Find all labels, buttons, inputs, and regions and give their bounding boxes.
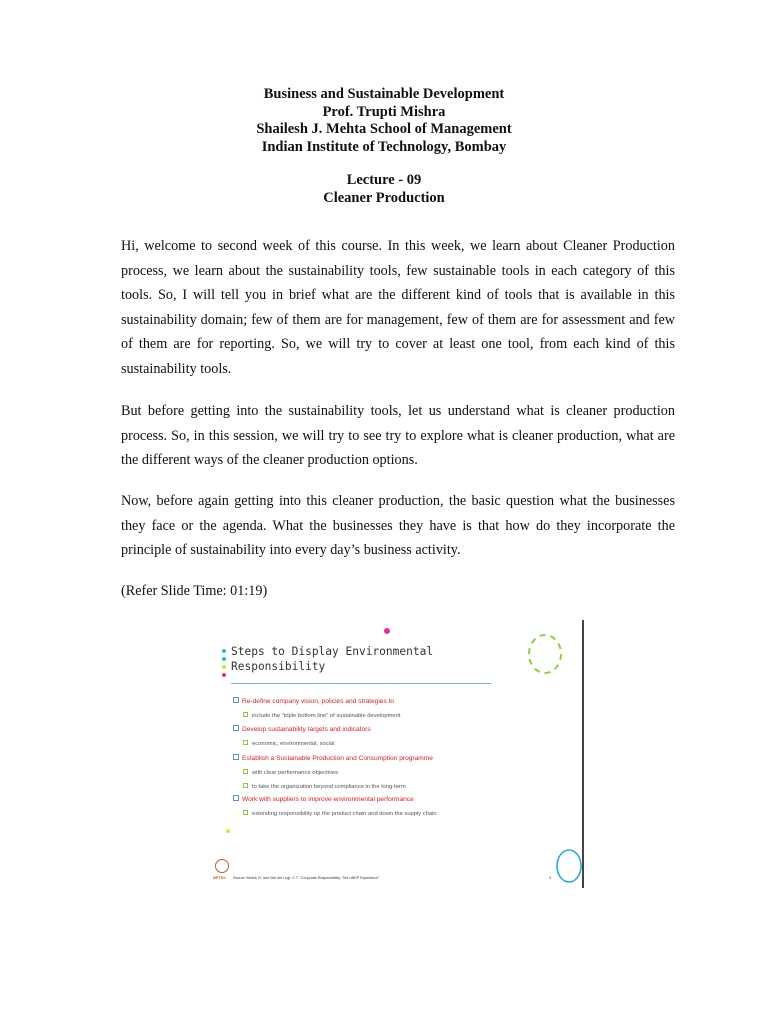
- slide-bullet-text: Develop sustainability targets and indicators: [242, 726, 371, 733]
- sub-bullet-box-icon: [243, 740, 248, 745]
- slide-bullet: [233, 755, 433, 763]
- school-name: Shailesh J. Mehta School of Management: [256, 121, 512, 137]
- slide-source-citation: Source: Bettoli, R. and Van der Lugt, C.T. "Corporate Responsibility: The UNEP Experience": [233, 876, 380, 880]
- slide-sub-bullet-text: to take the organization beyond compliance in the long-term: [252, 784, 406, 791]
- bullet-box-icon: [233, 795, 239, 801]
- bullet-box-icon: [233, 697, 239, 703]
- slide-sub-bullet: [243, 713, 400, 720]
- slide-title: [231, 644, 481, 674]
- slide-sub-bullet: [243, 811, 437, 818]
- decorative-dot-magenta: [222, 673, 226, 677]
- lecture-title: Cleaner Production: [323, 189, 445, 206]
- slide-sub-bullet-text: with clear performance objectives: [252, 770, 339, 777]
- nptel-logo-icon: [215, 859, 229, 873]
- slide-title-line: Responsibility: [231, 660, 326, 673]
- lecture-heading: [0, 172, 768, 207]
- bullet-box-icon: [233, 754, 239, 760]
- document-header: [0, 86, 768, 156]
- sub-bullet-box-icon: [243, 783, 248, 788]
- slide-sub-bullet-text: extending responsibility up the product chain and down the supply chain: [252, 811, 437, 818]
- decorative-dot-cyan: [222, 657, 226, 661]
- slide-title-line: Steps to Display Environmental: [231, 645, 434, 658]
- professor-name: Prof. Trupti Mishra: [322, 103, 446, 120]
- bullet-box-icon: [233, 725, 239, 731]
- institute-name: Indian Institute of Technology, Bombay: [261, 138, 507, 155]
- sub-bullet-box-icon: [243, 769, 248, 774]
- decorative-circle-icon: [555, 848, 583, 884]
- slide-sub-bullet-text: include the "triple bottom line" of sustainable development: [252, 713, 401, 720]
- lecture-number: Lecture - 09: [346, 172, 422, 188]
- logo-text: NPTEL: [213, 875, 227, 880]
- sub-bullet-box-icon: [243, 810, 248, 815]
- body-paragraph: Hi, welcome to second week of this course. In this week, we learn about Cleaner Production process, we learn about the sustainability tools, few sustainable tools in each category of this tools. So, I will tell you in brief what are the different kind of tools that is available in this sustainability domain; few of them are for management, few of them are for assessment and few of them are for reporting. So, we will try to cover at least one tool, from each kind of this sustainability tools.: [121, 238, 675, 377]
- decorative-dot-magenta: [384, 628, 390, 634]
- decorative-dot-yellow: [222, 665, 226, 669]
- lecture-slide-image: [207, 620, 584, 888]
- slide-time-reference: (Refer Slide Time: 01:19): [121, 583, 268, 599]
- slide-bullet: [233, 726, 371, 734]
- slide-bullet: [233, 698, 394, 706]
- decorative-dot-yellow: [226, 829, 230, 833]
- slide-bullet-text: Re-define company vision, policies and strategies to: [242, 698, 395, 705]
- course-title: Business and Sustainable Development: [263, 86, 505, 102]
- decorative-dot-cyan: [222, 649, 226, 653]
- body-paragraph: Now, before again getting into this cleaner production, the basic question what the businesses they face or the agenda. What the businesses they have is that how do they incorporate the principle of sustainability into every day’s business activity.: [121, 493, 675, 559]
- slide-bullet-text: Work with suppliers to improve environmental performance: [242, 796, 414, 803]
- slide-title-underline: [231, 683, 491, 684]
- decorative-dashed-circle-icon: [526, 632, 564, 676]
- sub-bullet-box-icon: [243, 712, 248, 717]
- slide-sub-bullet: [243, 770, 338, 777]
- body-paragraph: But before getting into the sustainability tools, let us understand what is cleaner production process. So, in this session, we will try to see try to explore what is cleaner production, what are the different ways of the cleaner production options.: [121, 403, 675, 469]
- slide-sub-bullet: [243, 741, 334, 748]
- slide-page-number: 4: [549, 875, 552, 880]
- slide-sub-bullet-text: economic, environmental, social: [252, 741, 335, 748]
- slide-bullet-text: Establish a Sustainable Production and Consumption programme: [242, 755, 433, 762]
- slide-sub-bullet: [243, 784, 406, 791]
- slide-bullet: [233, 796, 414, 804]
